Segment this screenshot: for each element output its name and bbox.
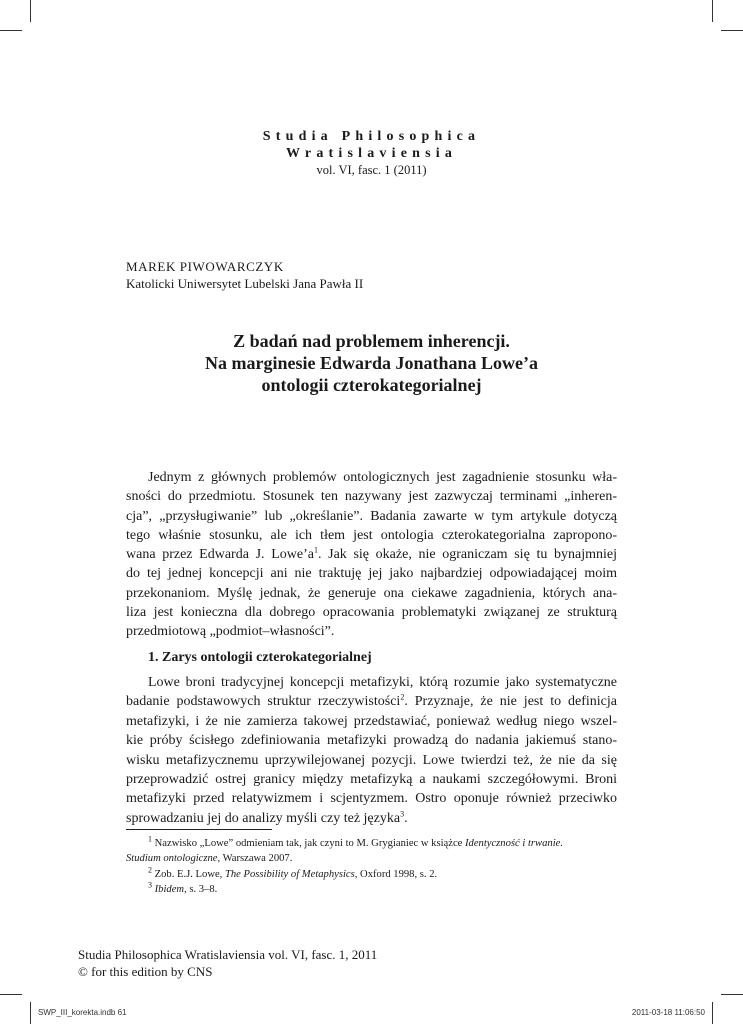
abstract-text: . Jak się okaże, nie ograniczam się tu bynajmniej	[317, 547, 617, 563]
body-text: sprowadzaniu jej do analizy myśli czy też języka	[126, 810, 401, 826]
author-name: MAREK PIWOWARCZYK	[126, 259, 284, 274]
crop-mark	[0, 994, 22, 995]
footnote-number: 3	[148, 880, 152, 890]
crop-mark	[30, 0, 31, 22]
title-line: ontologii czterokategorialnej	[261, 375, 482, 395]
abstract-text: wana przez Edwarda J. Lowe’a	[126, 547, 314, 563]
abstract-line: tego właśnie stosunku, ale ich tłem jest ontologia czterokategorialna zapropono-	[126, 527, 617, 543]
crop-mark	[30, 1002, 31, 1024]
print-slug-left: SWP_III_korekta.indb 61	[38, 1008, 127, 1017]
footnote-text: Zob. E.J. Lowe,	[154, 868, 225, 880]
footnote-divider	[126, 829, 272, 830]
crop-mark	[712, 0, 713, 22]
body-line: przeprowadzić ostrej granicy między metafizyką a naukami szczegółowymi. Broni	[126, 772, 617, 788]
footnote-ref[interactable]: 2	[400, 692, 405, 702]
journal-header	[0, 128, 743, 178]
journal-volume: vol. VI, fasc. 1 (2011)	[316, 163, 427, 177]
footnote-italic: Identyczność i trwanie.	[465, 838, 563, 849]
footnote-italic: The Possibility of Metaphysics	[224, 868, 355, 880]
copyright-line: © for this edition by CNS	[78, 964, 213, 979]
abstract-line: do tej jednej koncepcji ani nie traktuję jej jako najbardziej odpowiadającej moim	[126, 566, 617, 582]
body-line	[126, 692, 617, 711]
crop-mark	[721, 994, 743, 995]
crop-mark	[0, 30, 22, 31]
footnote-italic: Ibidem	[154, 883, 185, 895]
footnote-number: 1	[148, 834, 152, 844]
print-slug-right: 2011-03-18 11:06:50	[631, 1008, 705, 1017]
copyright-line: Studia Philosophica Wratislaviensia vol. VI, fasc. 1, 2011	[78, 947, 378, 962]
section-heading: 1. Zarys ontologii czterokategorialnej	[148, 650, 372, 665]
abstract-line: przekonaniom. Myślę jednak, że generuje ona ciekawe zagadnienia, których ana-	[126, 585, 617, 601]
crop-mark	[712, 1002, 713, 1024]
body-line: metafizyki przed relatywizmem i scjentyzmem. Ostro oponuje również przeciwko	[126, 791, 617, 807]
crop-mark	[721, 30, 743, 31]
footnote-1	[126, 836, 636, 851]
abstract-line: sności do przedmiotu. Stosunek ten nazywany jest zazwyczaj terminami „inheren-	[126, 489, 617, 505]
abstract	[126, 468, 617, 642]
abstract-line: przedmiotową „podmiot–własności”.	[126, 624, 335, 640]
author-block	[126, 258, 363, 292]
abstract-line: liza jest konieczna dla dobrego opracowania problematyki związanej ze strukturą	[126, 605, 617, 621]
body-text: .	[404, 810, 408, 826]
footnote-ref[interactable]: 3	[400, 809, 405, 819]
section-body	[126, 673, 617, 828]
journal-name-line1: Studia Philosophica	[262, 129, 481, 144]
copyright-block	[78, 946, 377, 980]
body-line: metafizyki, i że nie zamierza takowej przedstawiać, ponieważ według niego wszel-	[126, 713, 617, 729]
body-line: Lowe broni tradycyjnej koncepcji metafizyki, którą rozumie jako systematyczne	[148, 675, 617, 690]
author-affiliation: Katolicki Uniwersytet Lubelski Jana Pawła II	[126, 276, 364, 291]
body-line	[126, 809, 617, 828]
abstract-line: Jednym z głównych problemów ontologicznych jest zagadnienie stosunku wła-	[148, 470, 617, 485]
footnote-3	[126, 882, 636, 897]
footnote-ref[interactable]: 1	[313, 545, 318, 555]
footnote-text: , Oxford 1998, s. 2.	[354, 868, 438, 880]
abstract-line: cja”, „przysługiwanie” lub „określanie”. Badania zawarte w tym artykule dotyczą	[126, 508, 617, 524]
footnote-text: Nazwisko „Lowe” odmieniam tak, jak czyni to M. Grygianiec w książce	[154, 838, 466, 849]
body-line: wisku metafizycznemu uprzywilejowanej pozycji. Lowe twierdzi też, że nie da się	[126, 752, 617, 768]
body-line: kie próby ścisłego zdefiniowania metafizyki prowadzą do nadania jakiemuś stano-	[126, 733, 617, 749]
body-text: badanie podstawowych struktur rzeczywistości	[126, 694, 401, 710]
footnote-2	[126, 867, 636, 882]
footnote-1-cont	[126, 851, 636, 866]
title-line: Z badań nad problemem inherencji.	[233, 331, 510, 351]
footnote-italic: Studium ontologiczne	[126, 853, 218, 865]
journal-name-line2: Wratislaviensia	[285, 146, 458, 161]
footnote-text: , Warszawa 2007.	[217, 853, 293, 865]
footnotes	[126, 836, 636, 897]
article-title	[0, 330, 743, 396]
abstract-line	[126, 545, 617, 564]
body-text: . Przyznaje, że nie jest to definicja	[404, 694, 617, 710]
title-line: Na marginesie Edwarda Jonathana Lowe’a	[204, 353, 538, 373]
footnote-text: , s. 3–8.	[184, 883, 218, 895]
footnote-number: 2	[148, 865, 152, 875]
